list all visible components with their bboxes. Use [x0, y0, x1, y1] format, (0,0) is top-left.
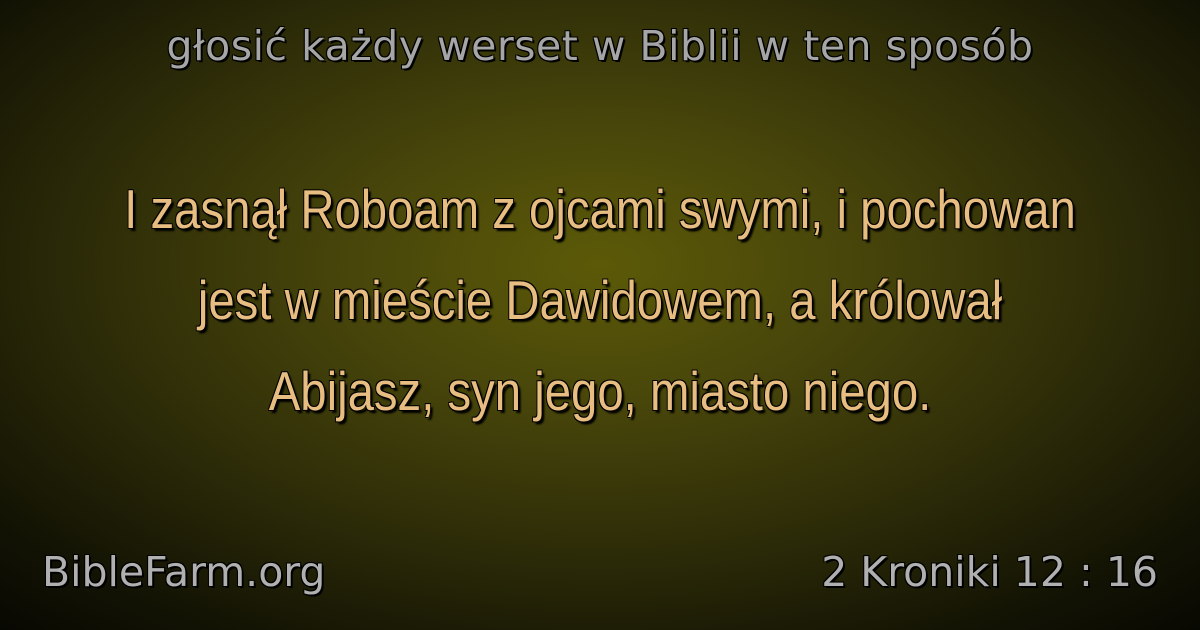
header-tagline: głosić każdy werset w Biblii w ten sposób — [166, 22, 1034, 70]
site-name: BibleFarm.org — [42, 548, 326, 596]
verse-text: I zasnął Roboam z ojcami swymi, i pochowan jest w mieście Dawidowem, a królował Abijasz, syn jego, miasto niego. — [124, 178, 1076, 422]
verse-reference: 2 Kroniki 12 : 16 — [821, 548, 1158, 596]
